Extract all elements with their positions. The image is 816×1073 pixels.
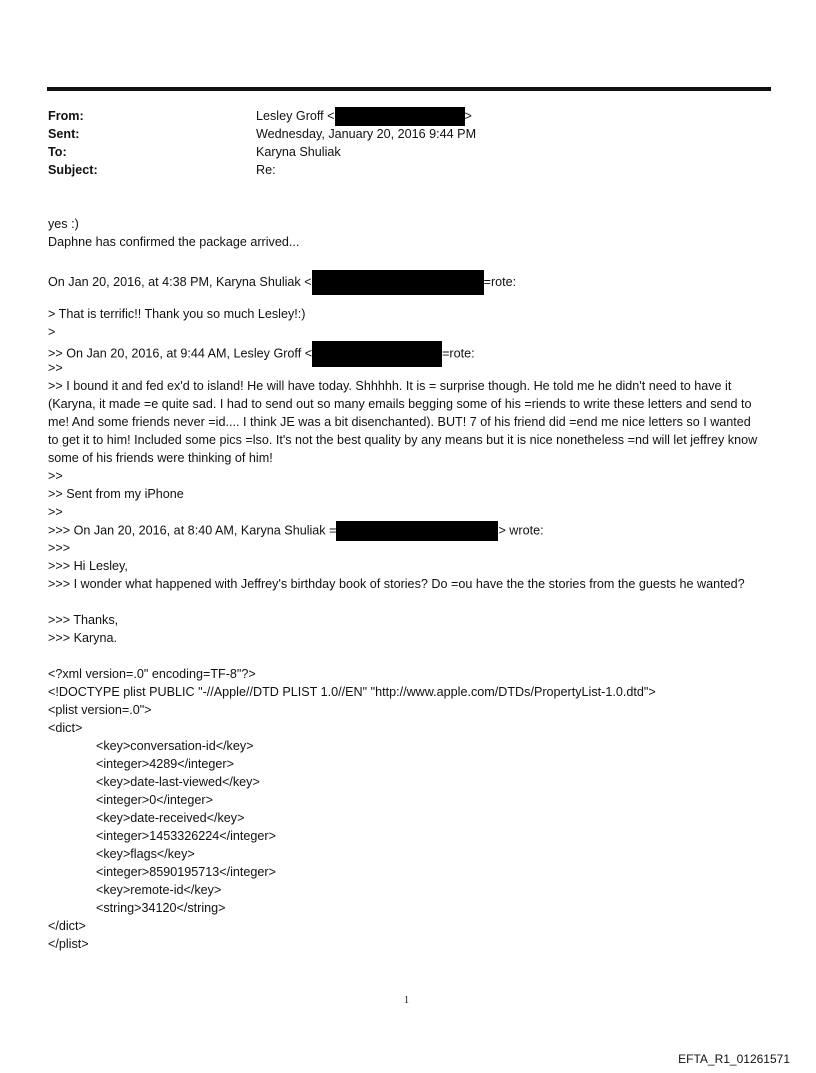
quoted-line: >> Sent from my iPhone — [48, 487, 184, 501]
xml-line: <!DOCTYPE plist PUBLIC "-//Apple//DTD PLIST 1.0//EN" "http://www.apple.com/DTDs/PropertyList-1.0.dtd"> — [48, 685, 656, 699]
quote-header — [48, 270, 516, 295]
quoted-line: > — [48, 325, 56, 339]
quoted-line: >>> — [48, 541, 71, 555]
body-line: Daphne has confirmed the package arrived... — [48, 235, 300, 249]
subject-value: Re: — [256, 163, 276, 177]
redaction-box — [312, 270, 484, 295]
xml-line: <dict> — [48, 721, 83, 735]
document-id: EFTA_R1_01261571 — [678, 1052, 790, 1066]
from-value — [256, 107, 472, 126]
redaction-box — [335, 107, 465, 126]
quoted-line: >> — [48, 505, 63, 519]
quoted-line: >>> Thanks, — [48, 613, 119, 627]
quoted-line: >> — [48, 469, 63, 483]
sent-label: Sent: — [48, 127, 80, 141]
xml-line: <key>remote-id</key> — [96, 883, 222, 897]
subject-label: Subject: — [48, 163, 98, 177]
xml-line: <integer>0</integer> — [96, 793, 213, 807]
xml-line: <integer>8590195713</integer> — [96, 865, 276, 879]
quote-header-text: >> On Jan 20, 2016, at 9:44 AM, Lesley Groff < — [48, 346, 313, 361]
from-label: From: — [48, 109, 84, 123]
sent-value: Wednesday, January 20, 2016 9:44 PM — [256, 127, 477, 141]
xml-line: <integer>1453326224</integer> — [96, 829, 276, 843]
quote-header-end: =rote: — [442, 346, 475, 361]
quoted-line: >>> Karyna. — [48, 631, 117, 645]
xml-line: <key>conversation-id</key> — [96, 739, 254, 753]
xml-line: <key>date-last-viewed</key> — [96, 775, 260, 789]
quote-header-end: > wrote: — [498, 523, 544, 538]
quoted-paragraph: >>> I wonder what happened with Jeffrey's birthday book of stories? Do =ou have the the stories from the guests he wanted? — [48, 577, 745, 591]
quoted-line: > That is terrific!! Thank you so much Lesley!:) — [48, 307, 306, 321]
header-divider — [47, 87, 771, 91]
xml-line: </dict> — [48, 919, 86, 933]
xml-line: <?xml version=.0" encoding=TF-8"?> — [48, 667, 256, 681]
quote-header-text: On Jan 20, 2016, at 4:38 PM, Karyna Shuliak < — [48, 274, 312, 289]
quote-header-text: >>> On Jan 20, 2016, at 8:40 AM, Karyna Shuliak = — [48, 523, 337, 538]
quote-header — [48, 341, 475, 367]
redaction-box — [336, 521, 498, 541]
xml-line: <integer>4289</integer> — [96, 757, 234, 771]
redaction-box — [312, 341, 442, 367]
to-label: To: — [48, 145, 67, 159]
from-name: Lesley Groff < — [256, 109, 335, 123]
xml-line: <string>34120</string> — [96, 901, 226, 915]
quote-header-end: =rote: — [483, 274, 517, 289]
page-number: 1 — [404, 995, 409, 1006]
xml-line: <plist version=.0"> — [48, 703, 152, 717]
to-value: Karyna Shuliak — [256, 145, 341, 159]
quote-header — [48, 521, 544, 541]
body-line: yes :) — [48, 217, 79, 231]
xml-line: <key>flags</key> — [96, 847, 195, 861]
quoted-line: >> — [48, 361, 63, 375]
from-email-end: > — [464, 109, 472, 123]
xml-line: <key>date-received</key> — [96, 811, 245, 825]
xml-line: </plist> — [48, 937, 89, 951]
quoted-line: >>> Hi Lesley, — [48, 559, 128, 573]
quoted-paragraph: >> I bound it and fed ex'd to island! He will have today. Shhhhh. It is = surprise though. He told me he didn't need to have it (Karyna, it made =e quite sad. I had to send out so many emails begging some of his =riends to write these letters and send to me! And some friends never =id.... I think JE was a bit disenchanted). BUT! 7 of his friend did =end me nice letters so I wanted to get it to him! Included some pics =lso. It's not the best quality by any means but it is nice nonetheless =nd will let jeffrey know some of his friends were thinking of him! — [48, 379, 758, 465]
